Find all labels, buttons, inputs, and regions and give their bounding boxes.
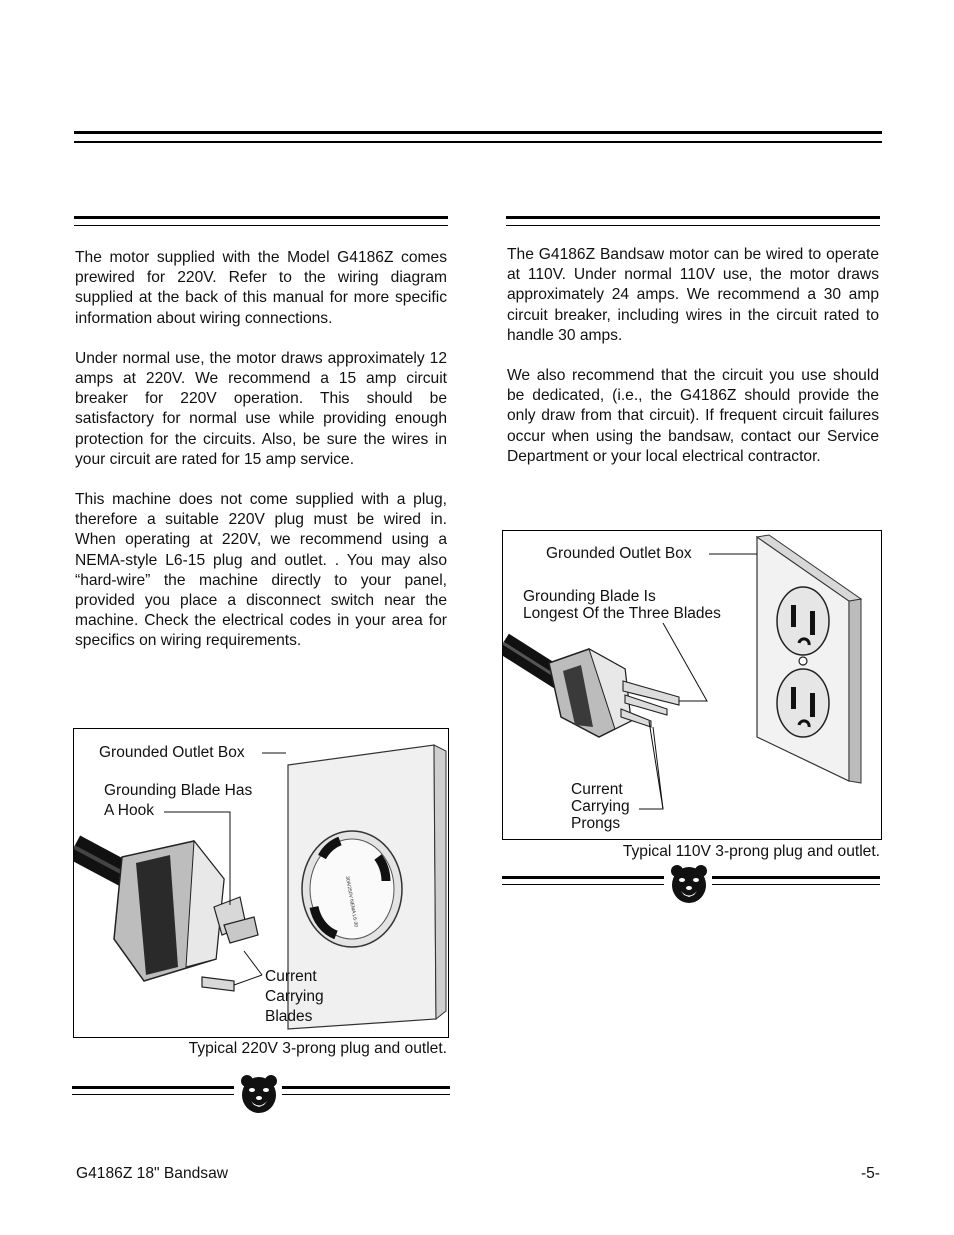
left-section-rule-thick: [74, 216, 448, 219]
right-section-rule-thick: [506, 216, 880, 219]
left-end-rule-thin-2: [282, 1094, 450, 1095]
right-end-rule-thick: [502, 876, 664, 879]
label-current-line2: Carrying: [265, 988, 324, 1005]
right-paragraph-1: The G4186Z Bandsaw motor can be wired to operate at 110V. Under normal 110V use, the motor draws approximately 24 amps. We recommend a 30 amp circuit breaker, including wires in the circuit rated to handle 30 amps.: [507, 246, 879, 344]
caption-110v: Typical 110V 3-prong plug and outlet.: [622, 843, 880, 860]
label-current-line1: Current: [571, 781, 623, 798]
figure-110v-plug-outlet: [502, 530, 882, 840]
label-current-line3: Blades: [265, 1008, 313, 1025]
right-end-rule-thick-2: [712, 876, 880, 879]
left-end-rule-thick-2: [282, 1086, 450, 1089]
right-paragraph-2: We also recommend that the circuit you use should be dedicated, (i.e., the G4186Z should provide the only draw from that circuit). If frequent circuit failures occur when using the bandsaw, contact our Service Department or your local electrical contractor.: [507, 367, 879, 465]
label-grounded-outlet-box: Grounded Outlet Box: [99, 744, 245, 761]
left-paragraph-3: This machine does not come supplied with a plug, therefore a suitable 220V plug must be wired in. When operating at 220V, we recommend using a NEMA-style L6-15 plug and outlet. . You may also “hard-wire” the machine directly to your panel, provided you place a disconnect switch near the machine. Check the electrical codes in your area for specifics on wiring requirements.: [75, 491, 447, 650]
label-current-line2: Carrying: [571, 798, 630, 815]
label-grounding-blade-line1: Grounding Blade Has: [104, 782, 253, 799]
left-end-rule-thin: [72, 1094, 234, 1095]
bear-head-icon: [240, 1074, 278, 1114]
left-section-rule-thin: [74, 225, 448, 226]
label-current-line3: Prongs: [571, 815, 621, 832]
right-end-rule-thin-2: [712, 884, 880, 885]
left-paragraph-1: The motor supplied with the Model G4186Z comes prewired for 220V. Refer to the wiring diagram supplied at the back of this manual for more specific information about wiring connections.: [75, 249, 447, 327]
illustration-220v: [74, 729, 448, 1037]
right-column-text: [507, 245, 879, 487]
bear-head-icon: [670, 864, 708, 904]
caption-220v: Typical 220V 3-prong plug and outlet.: [188, 1040, 447, 1057]
svg-text:30A/250V NEMA L6-30: 30A/250V NEMA L6-30: [343, 875, 359, 928]
footer-page-number: -5-: [860, 1165, 880, 1182]
right-section-rule-thin: [506, 225, 880, 226]
figure-220v-plug-outlet: [73, 728, 449, 1038]
header-rule-thick: [74, 131, 882, 134]
left-paragraph-2: Under normal use, the motor draws approximately 12 amps at 220V. We recommend a 15 amp circuit breaker for 220V operation. This should be satisfactory for normal use while providing enough protection for the circuits. Also, be sure the wires in your circuit are rated for 15 amp service.: [75, 349, 447, 468]
right-end-rule-thin: [502, 884, 664, 885]
label-current-line1: Current: [265, 968, 317, 985]
label-grounding-blade-line2: Longest Of the Three Blades: [523, 605, 721, 622]
label-grounding-blade-line1: Grounding Blade Is: [523, 588, 656, 605]
label-grounding-blade-line2: A Hook: [104, 802, 154, 819]
footer-model: G4186Z 18" Bandsaw: [76, 1165, 229, 1182]
left-end-rule-thick: [72, 1086, 234, 1089]
left-column-text: [75, 248, 447, 672]
label-grounded-outlet-box: Grounded Outlet Box: [546, 545, 692, 562]
illustration-110v: [503, 531, 881, 839]
header-rule-thin: [74, 141, 882, 143]
